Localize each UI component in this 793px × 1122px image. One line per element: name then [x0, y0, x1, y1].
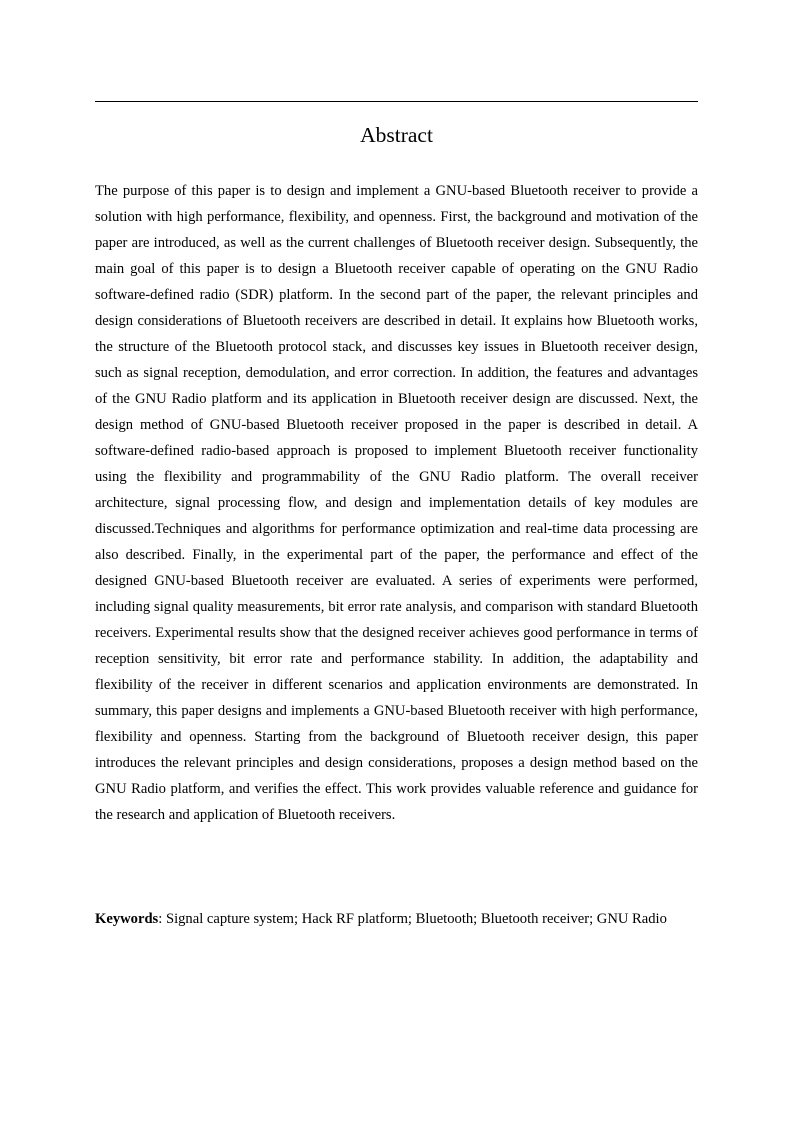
keywords-label: Keywords: [95, 911, 159, 927]
abstract-title: Abstract: [360, 123, 433, 147]
abstract-body: The purpose of this paper is to design and implement a GNU-based Bluetooth receiver to provide a solution with high performance, flexibility, and openness. First, the background and motivation of the paper are introduced, as well as the current challenges of Bluetooth receiver design. Subsequently, the main goal of this paper is to design a Bluetooth receiver capable of operating on the GNU Radio software-defined radio (SDR) platform. In the second part of the paper, the relevant principles and design considerations of Bluetooth receivers are described in detail. It explains how Bluetooth works, the structure of the Bluetooth protocol stack, and discusses key issues in Bluetooth receiver design, such as signal reception, demodulation, and error correction. In addition, the features and advantages of the GNU Radio platform and its application in Bluetooth receiver design are discussed. Next, the design method of GNU-based Bluetooth receiver proposed in the paper is described in detail. A software-defined radio-based approach is proposed to implement Bluetooth receiver functionality using the flexibility and programmability of the GNU Radio platform. The overall receiver architecture, signal processing flow, and design and implementation details of key modules are discussed.Techniques and algorithms for performance optimization and real-time data processing are also described. Finally, in the experimental part of the paper, the performance and effect of the designed GNU-based Bluetooth receiver are evaluated. A series of experiments were performed, including signal quality measurements, bit error rate analysis, and comparison with standard Bluetooth receivers. Experimental results show that the designed receiver achieves good performance in terms of reception sensitivity, bit error rate and performance stability. In addition, the adaptability and flexibility of the receiver in different scenarios and application environments are demonstrated. In summary, this paper designs and implements a GNU-based Bluetooth receiver with high performance, flexibility and openness. Starting from the background of Bluetooth receiver design, this paper introduces the relevant principles and design considerations, proposes a design method based on the GNU Radio platform, and verifies the effect. This work provides valuable reference and guidance for the research and application of Bluetooth receivers.: [95, 183, 698, 823]
keywords-paragraph: [95, 906, 698, 932]
keywords-separator: :: [158, 911, 166, 927]
header-rule: [95, 101, 698, 102]
keywords-text: Signal capture system; Hack RF platform; Bluetooth; Bluetooth receiver; GNU Radio: [165, 911, 667, 927]
